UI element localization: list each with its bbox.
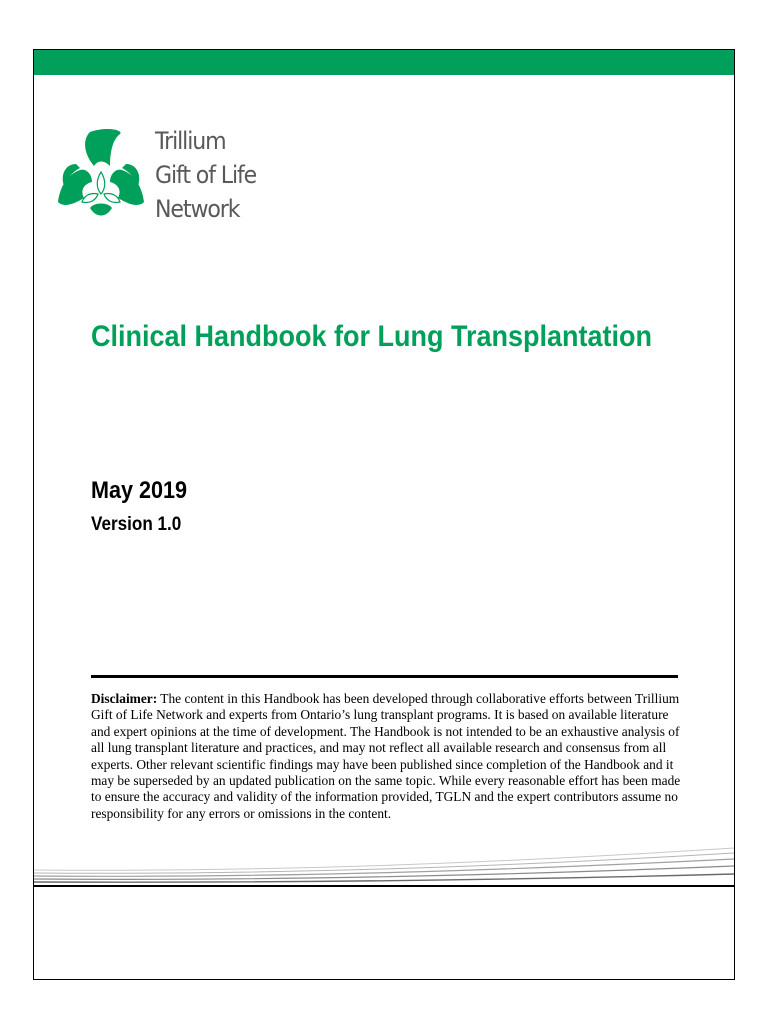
logo-line-1: Trillium bbox=[155, 127, 226, 155]
logo-line-3: Network bbox=[155, 195, 240, 223]
organization-logo-text bbox=[155, 124, 256, 226]
decorative-swoosh-lines bbox=[34, 840, 734, 890]
disclaimer-label: Disclaimer: bbox=[91, 691, 158, 706]
document-page bbox=[33, 49, 735, 980]
document-date: May 2019 bbox=[91, 477, 188, 504]
document-version: Version 1.0 bbox=[91, 514, 182, 535]
logo-line-2: Gift of Life bbox=[155, 161, 257, 189]
trillium-flower-icon bbox=[54, 124, 148, 222]
header-band bbox=[34, 50, 734, 75]
disclaimer-paragraph bbox=[91, 691, 691, 822]
section-divider bbox=[91, 675, 678, 678]
disclaimer-text: The content in this Handbook has been developed through collaborative efforts between Trillium Gift of Life Network and experts from Ontario’s lung transplant programs. It is based on available literature and expert opinions at the time of development. The Handbook is not intended to be an exhaustive analysis of all lung transplant literature and practices, and may not reflect all available research and consensus from all experts. Other relevant scientific findings may have been published since completion of the Handbook and it may be superseded by an updated publication on the same topic. While every reasonable effort has been made to ensure the accuracy and validity of the information provided, TGLN and the expert contributors assume no responsibility for any errors or omissions in the content. bbox=[91, 691, 681, 821]
document-title: Clinical Handbook for Lung Transplantation bbox=[91, 320, 653, 353]
